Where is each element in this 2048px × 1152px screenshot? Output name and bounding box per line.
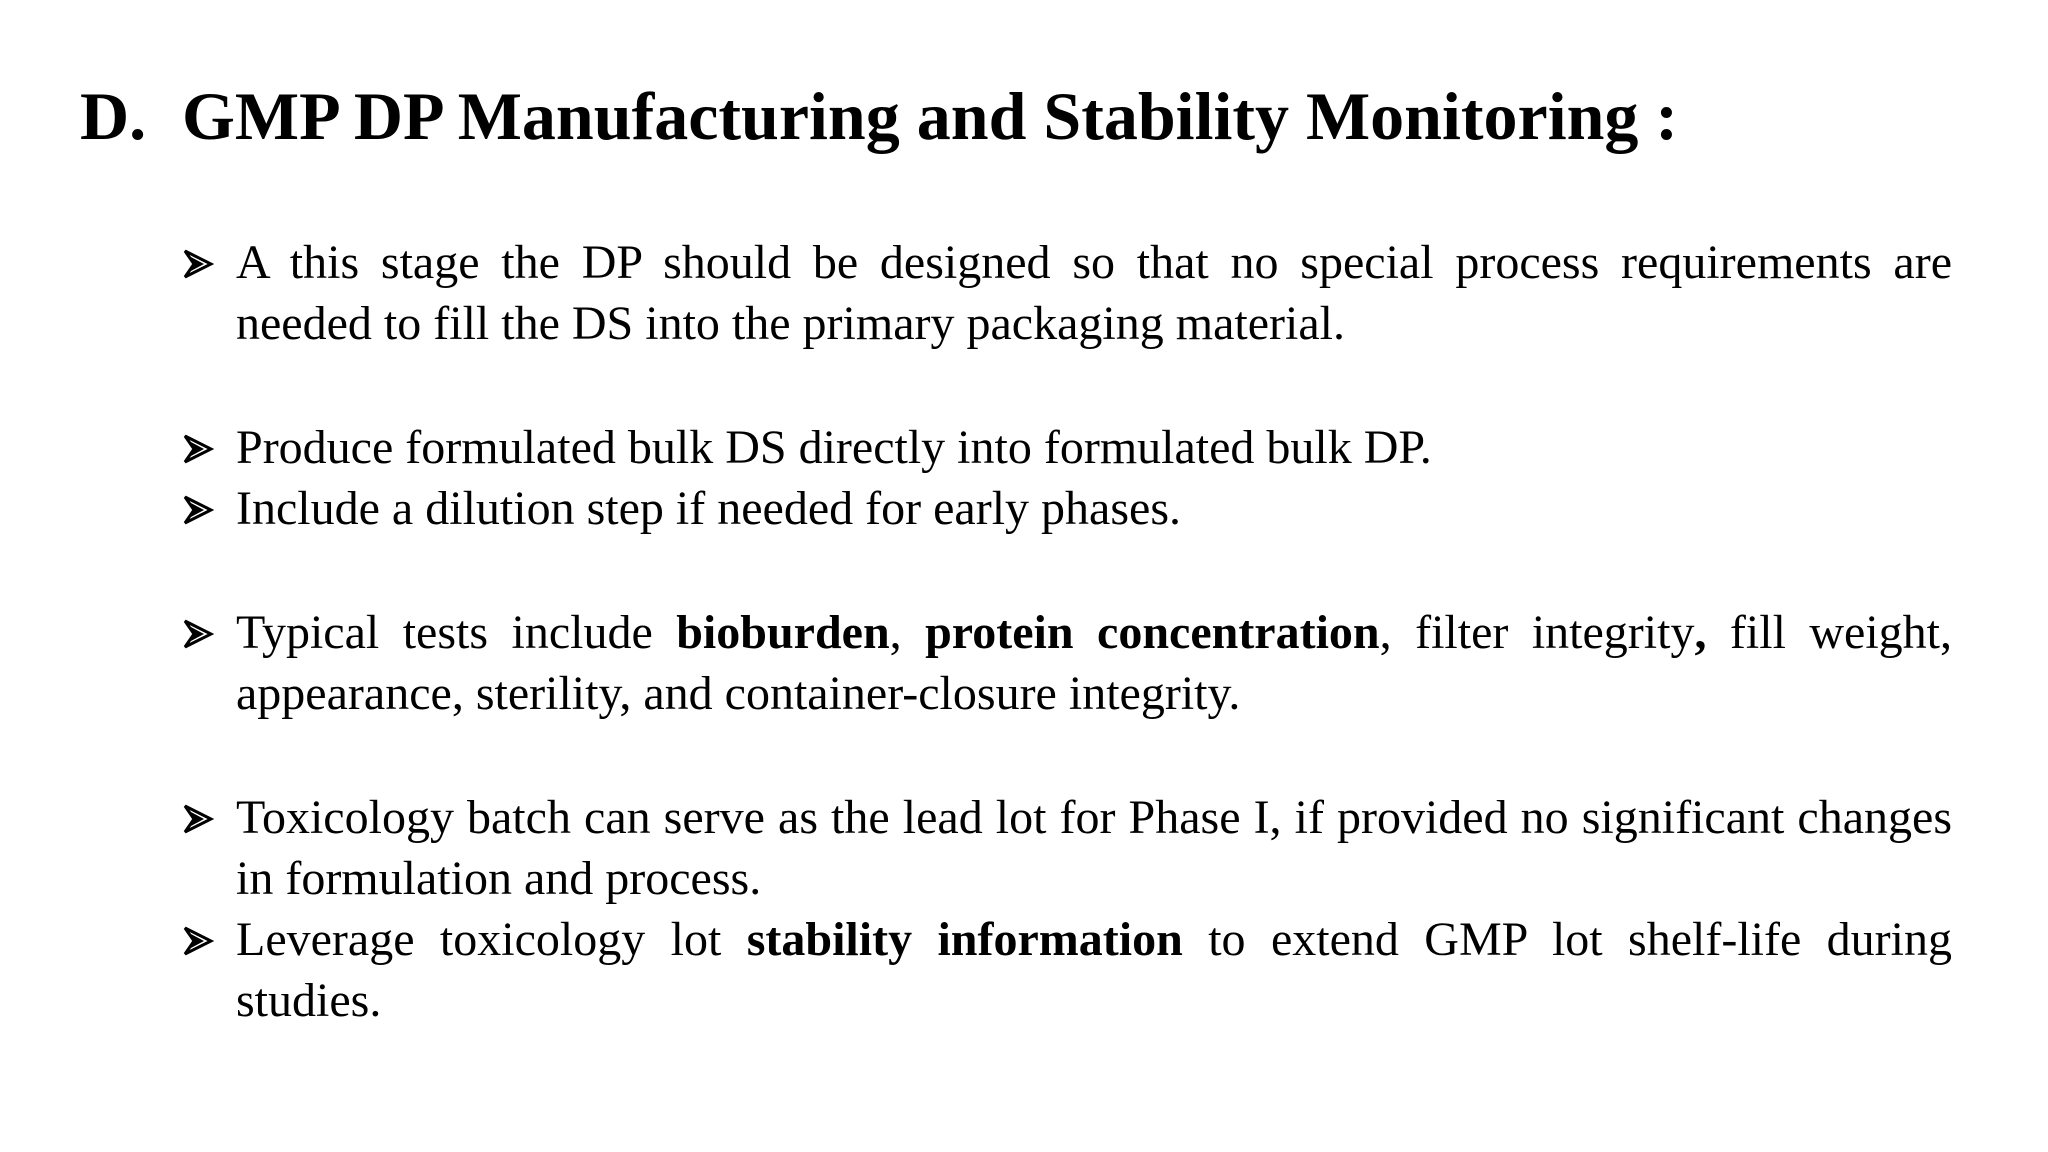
- arrowhead-bullet-icon: [180, 232, 220, 293]
- bullet-item: [180, 602, 1952, 724]
- bullet-text-segment: to extend GMP lot shelf-life during studies.: [236, 913, 1952, 1027]
- bullet-text: Produce formulated bulk DS directly into formulated bulk DP.: [236, 421, 1432, 474]
- bullet-text: Toxicology batch can serve as the lead lot for Phase I, if provided no significant changes in formulation and process.: [236, 791, 1952, 905]
- section-title-text: GMP DP Manufacturing and Stability Monitoring :: [182, 78, 1679, 154]
- bullet-item: [180, 909, 1952, 1031]
- bullet-list: [180, 232, 1952, 1031]
- arrowhead-bullet-icon: [180, 417, 220, 478]
- bullet-text-bold: bioburden: [676, 606, 890, 659]
- bullet-item: [180, 787, 1952, 909]
- bullet-text-segment: ,: [889, 606, 926, 659]
- bullet-text-segment: Leverage toxicology lot: [236, 913, 747, 966]
- arrowhead-bullet-icon: [180, 909, 220, 970]
- section-letter: D.: [80, 78, 147, 154]
- slide-title: [80, 72, 1960, 160]
- bullet-text-segment: Typical tests include: [236, 606, 677, 659]
- arrowhead-bullet-icon: [180, 478, 220, 539]
- bullet-item: [180, 232, 1952, 354]
- bullet-text-bold: ,: [1694, 606, 1707, 659]
- bullet-text-bold: protein concentration: [925, 606, 1380, 659]
- bullet-text-segment: , filter integrity: [1379, 606, 1695, 659]
- bullet-item: [180, 417, 1952, 478]
- arrowhead-bullet-icon: [180, 602, 220, 663]
- bullet-item: [180, 478, 1952, 539]
- bullet-text-bold: stability information: [746, 913, 1183, 966]
- bullet-text: Include a dilution step if needed for early phases.: [236, 482, 1181, 535]
- bullet-text: A this stage the DP should be designed so that no special process requirements are needed to fill the DS into the primary packaging material.: [236, 236, 1952, 350]
- arrowhead-bullet-icon: [180, 787, 220, 848]
- bullet-text-segment: fill weight, appearance, sterility, and container-closure integrity.: [236, 606, 1952, 720]
